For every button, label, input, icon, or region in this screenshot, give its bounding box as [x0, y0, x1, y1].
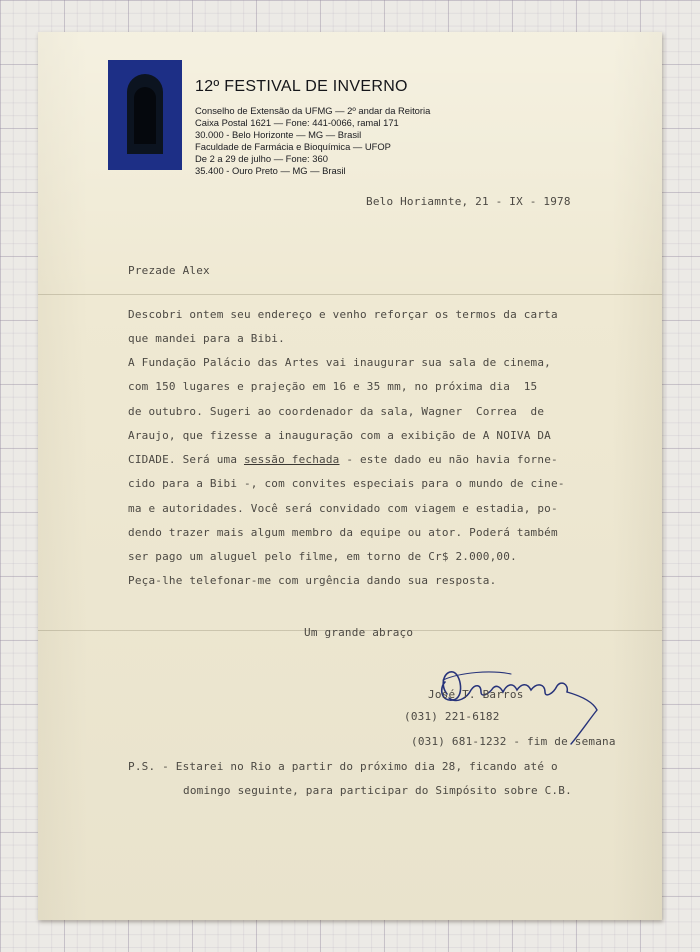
festival-logo [108, 60, 182, 170]
signer-name: José T. Barros [428, 688, 524, 701]
letterhead-line: Conselho de Extensão da UFMG — 2º andar da Reitoria [195, 105, 431, 116]
letter-sheet [38, 32, 662, 920]
body-line: ma e autoridades. Você será convidado com viagem e estadia, po- [128, 502, 558, 515]
door-icon [127, 74, 163, 154]
letterhead-title: 12º FESTIVAL DE INVERNO [195, 78, 408, 95]
letterhead-line: 35.400 - Ouro Preto — MG — Brasil [195, 165, 346, 176]
salutation: Prezade Alex [128, 264, 210, 277]
postscript-line: domingo seguinte, para participar do Simpósito sobre C.B. [183, 784, 572, 797]
body-line: CIDADE. Será uma sessão fechada - este dado eu não havia forne- [128, 453, 558, 466]
letterhead-line: 30.000 - Belo Horizonte — MG — Brasil [195, 129, 362, 140]
body-line: de outubro. Sugeri ao coordenador da sala, Wagner Correa de [128, 405, 545, 418]
phone-primary: (031) 221-6182 [404, 710, 500, 723]
body-line: ser pago um aluguel pelo filme, em torno de Cr$ 2.000,00. [128, 550, 517, 563]
body-line: dendo trazer mais algum membro da equipe ou ator. Poderá também [128, 526, 558, 539]
letter-date: Belo Horiamnte, 21 - IX - 1978 [366, 195, 571, 208]
body-line: com 150 lugares e prajeção em 16 e 35 mm, no próxima dia 15 [128, 380, 538, 393]
closing: Um grande abraço [304, 626, 414, 639]
phone-weekend: (031) 681-1232 - fim de semana [411, 735, 616, 748]
underlined-phrase: sessão fechada [243, 453, 340, 466]
body-line: que mandei para a Bibi. [128, 332, 285, 345]
letterhead-line: De 2 a 29 de julho — Fone: 360 [195, 153, 328, 164]
letterhead-line: Faculdade de Farmácia e Bioquímica — UFOP [195, 141, 391, 152]
body-line: Descobri ontem seu endereço e venho reforçar os termos da carta [128, 308, 558, 321]
paper-fold [38, 294, 662, 295]
postscript-line: P.S. - Estarei no Rio a partir do próximo dia 28, ficando até o [128, 760, 558, 773]
body-line: A Fundação Palácio das Artes vai inaugurar sua sala de cinema, [128, 356, 551, 369]
body-line: cido para a Bibi -, com convites especiais para o mundo de cine- [128, 477, 565, 490]
body-line: Araujo, que fizesse a inauguração com a exibição de A NOIVA DA [128, 429, 551, 442]
letterhead-line: Caixa Postal 1621 — Fone: 441-0066, ramal 171 [195, 117, 399, 128]
body-line: Peça-lhe telefonar-me com urgência dando sua resposta. [128, 574, 497, 587]
